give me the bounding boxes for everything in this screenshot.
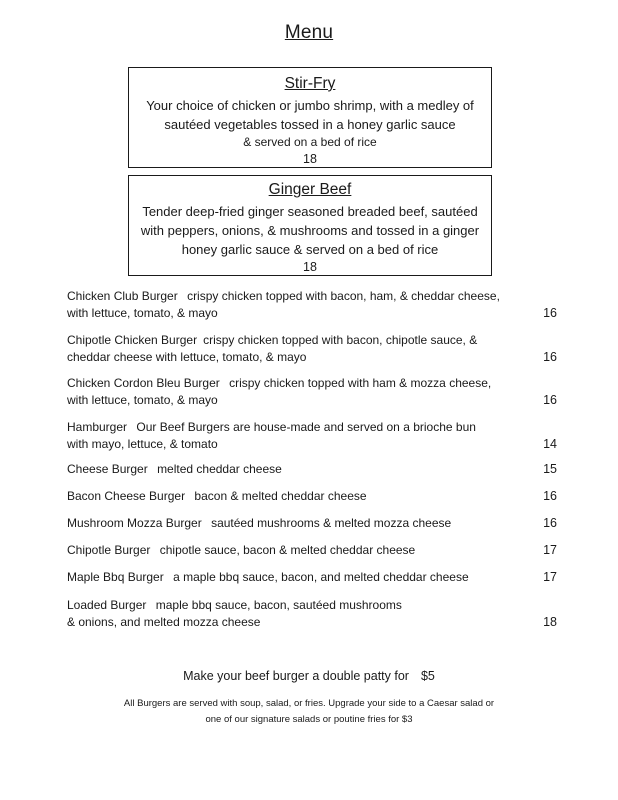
item-name: Chipotle Chicken Burger: [67, 333, 198, 347]
item-description: melted cheddar cheese: [157, 462, 282, 476]
item-description: a maple bbq sauce, bacon, and melted cheddar cheese: [173, 570, 469, 584]
feature-title: Stir-Fry: [284, 75, 336, 92]
feature-description: & served on a bed of rice: [243, 135, 377, 149]
item-name: Chicken Cordon Bleu Burger: [67, 376, 220, 390]
item-price: 15: [543, 462, 557, 476]
feature-box-stir-fry: [128, 67, 492, 168]
item-description: bacon & melted cheddar cheese: [194, 489, 367, 503]
item-price: 17: [543, 570, 557, 584]
menu-item-mushroom-mozza-burger: [67, 515, 557, 532]
feature-description: Tender deep-fried ginger seasoned breaded beef, sautéed: [142, 204, 478, 219]
item-price: 14: [543, 437, 557, 451]
feature-description: sautéed vegetables tossed in a honey garlic sauce: [164, 117, 456, 132]
item-description: with lettuce, tomato, & mayo: [67, 306, 218, 320]
footnote: [0, 696, 618, 728]
feature-description: with peppers, onions, & mushrooms and tossed in a ginger: [140, 223, 480, 238]
item-name: Chipotle Burger: [67, 543, 151, 557]
footnote-line: All Burgers are served with soup, salad, or fries. Upgrade your side to a Caesar salad or: [123, 698, 495, 709]
page-title: Menu: [284, 22, 334, 43]
menu-item-chipotle-burger: [67, 542, 557, 559]
feature-description: Your choice of chicken or jumbo shrimp, with a medley of: [146, 98, 474, 113]
feature-price: 18: [303, 152, 317, 166]
item-description: sautéed mushrooms & melted mozza cheese: [211, 516, 452, 530]
footnote-line: one of our signature salads or poutine fries for $3: [205, 714, 413, 725]
item-description: crispy chicken topped with bacon, chipotle sauce, &: [203, 333, 478, 347]
item-name: Hamburger: [67, 420, 128, 434]
feature-box-ginger-beef: [128, 175, 492, 276]
item-price: 18: [543, 615, 557, 629]
menu-item-chicken-club-burger: [67, 288, 557, 322]
double-patty-price: $5: [420, 669, 435, 683]
menu-item-cheese-burger: [67, 461, 557, 478]
menu-item-maple-bbq-burger: [67, 569, 557, 586]
item-name: Chicken Club Burger: [67, 289, 178, 303]
menu-item-chicken-cordon-bleu-burger: [67, 375, 557, 409]
item-price: 16: [543, 516, 557, 530]
item-price: 16: [543, 350, 557, 364]
double-patty-text: Make your beef burger a double patty for: [183, 669, 409, 683]
item-name: Cheese Burger: [67, 462, 148, 476]
item-description: crispy chicken topped with bacon, ham, & cheddar cheese,: [187, 289, 500, 303]
double-patty-note: [0, 669, 618, 683]
menu-item-hamburger: [67, 419, 557, 453]
item-price: 16: [543, 489, 557, 503]
item-description: & onions, and melted mozza cheese: [67, 615, 261, 629]
item-description: maple bbq sauce, bacon, sautéed mushrooms: [155, 598, 402, 612]
menu-item-loaded-burger: [67, 597, 557, 631]
item-description: cheddar cheese with lettuce, tomato, & mayo: [67, 350, 307, 364]
item-price: 16: [543, 306, 557, 320]
item-description: Our Beef Burgers are house-made and served on a brioche bun: [136, 420, 476, 434]
item-description: crispy chicken topped with ham & mozza cheese,: [229, 376, 492, 390]
item-description: chipotle sauce, bacon & melted cheddar cheese: [159, 543, 416, 557]
item-name: Mushroom Mozza Burger: [67, 516, 202, 530]
item-description: with mayo, lettuce, & tomato: [67, 437, 218, 451]
item-name: Loaded Burger: [67, 598, 147, 612]
menu-item-bacon-cheese-burger: [67, 488, 557, 505]
feature-description: honey garlic sauce & served on a bed of rice: [181, 242, 439, 257]
item-price: 17: [543, 543, 557, 557]
feature-price: 18: [303, 260, 317, 274]
item-description: with lettuce, tomato, & mayo: [67, 393, 218, 407]
item-price: 16: [543, 393, 557, 407]
menu-item-chipotle-chicken-burger: [67, 332, 557, 366]
item-name: Maple Bbq Burger: [67, 570, 164, 584]
item-name: Bacon Cheese Burger: [67, 489, 186, 503]
feature-title: Ginger Beef: [268, 181, 352, 198]
